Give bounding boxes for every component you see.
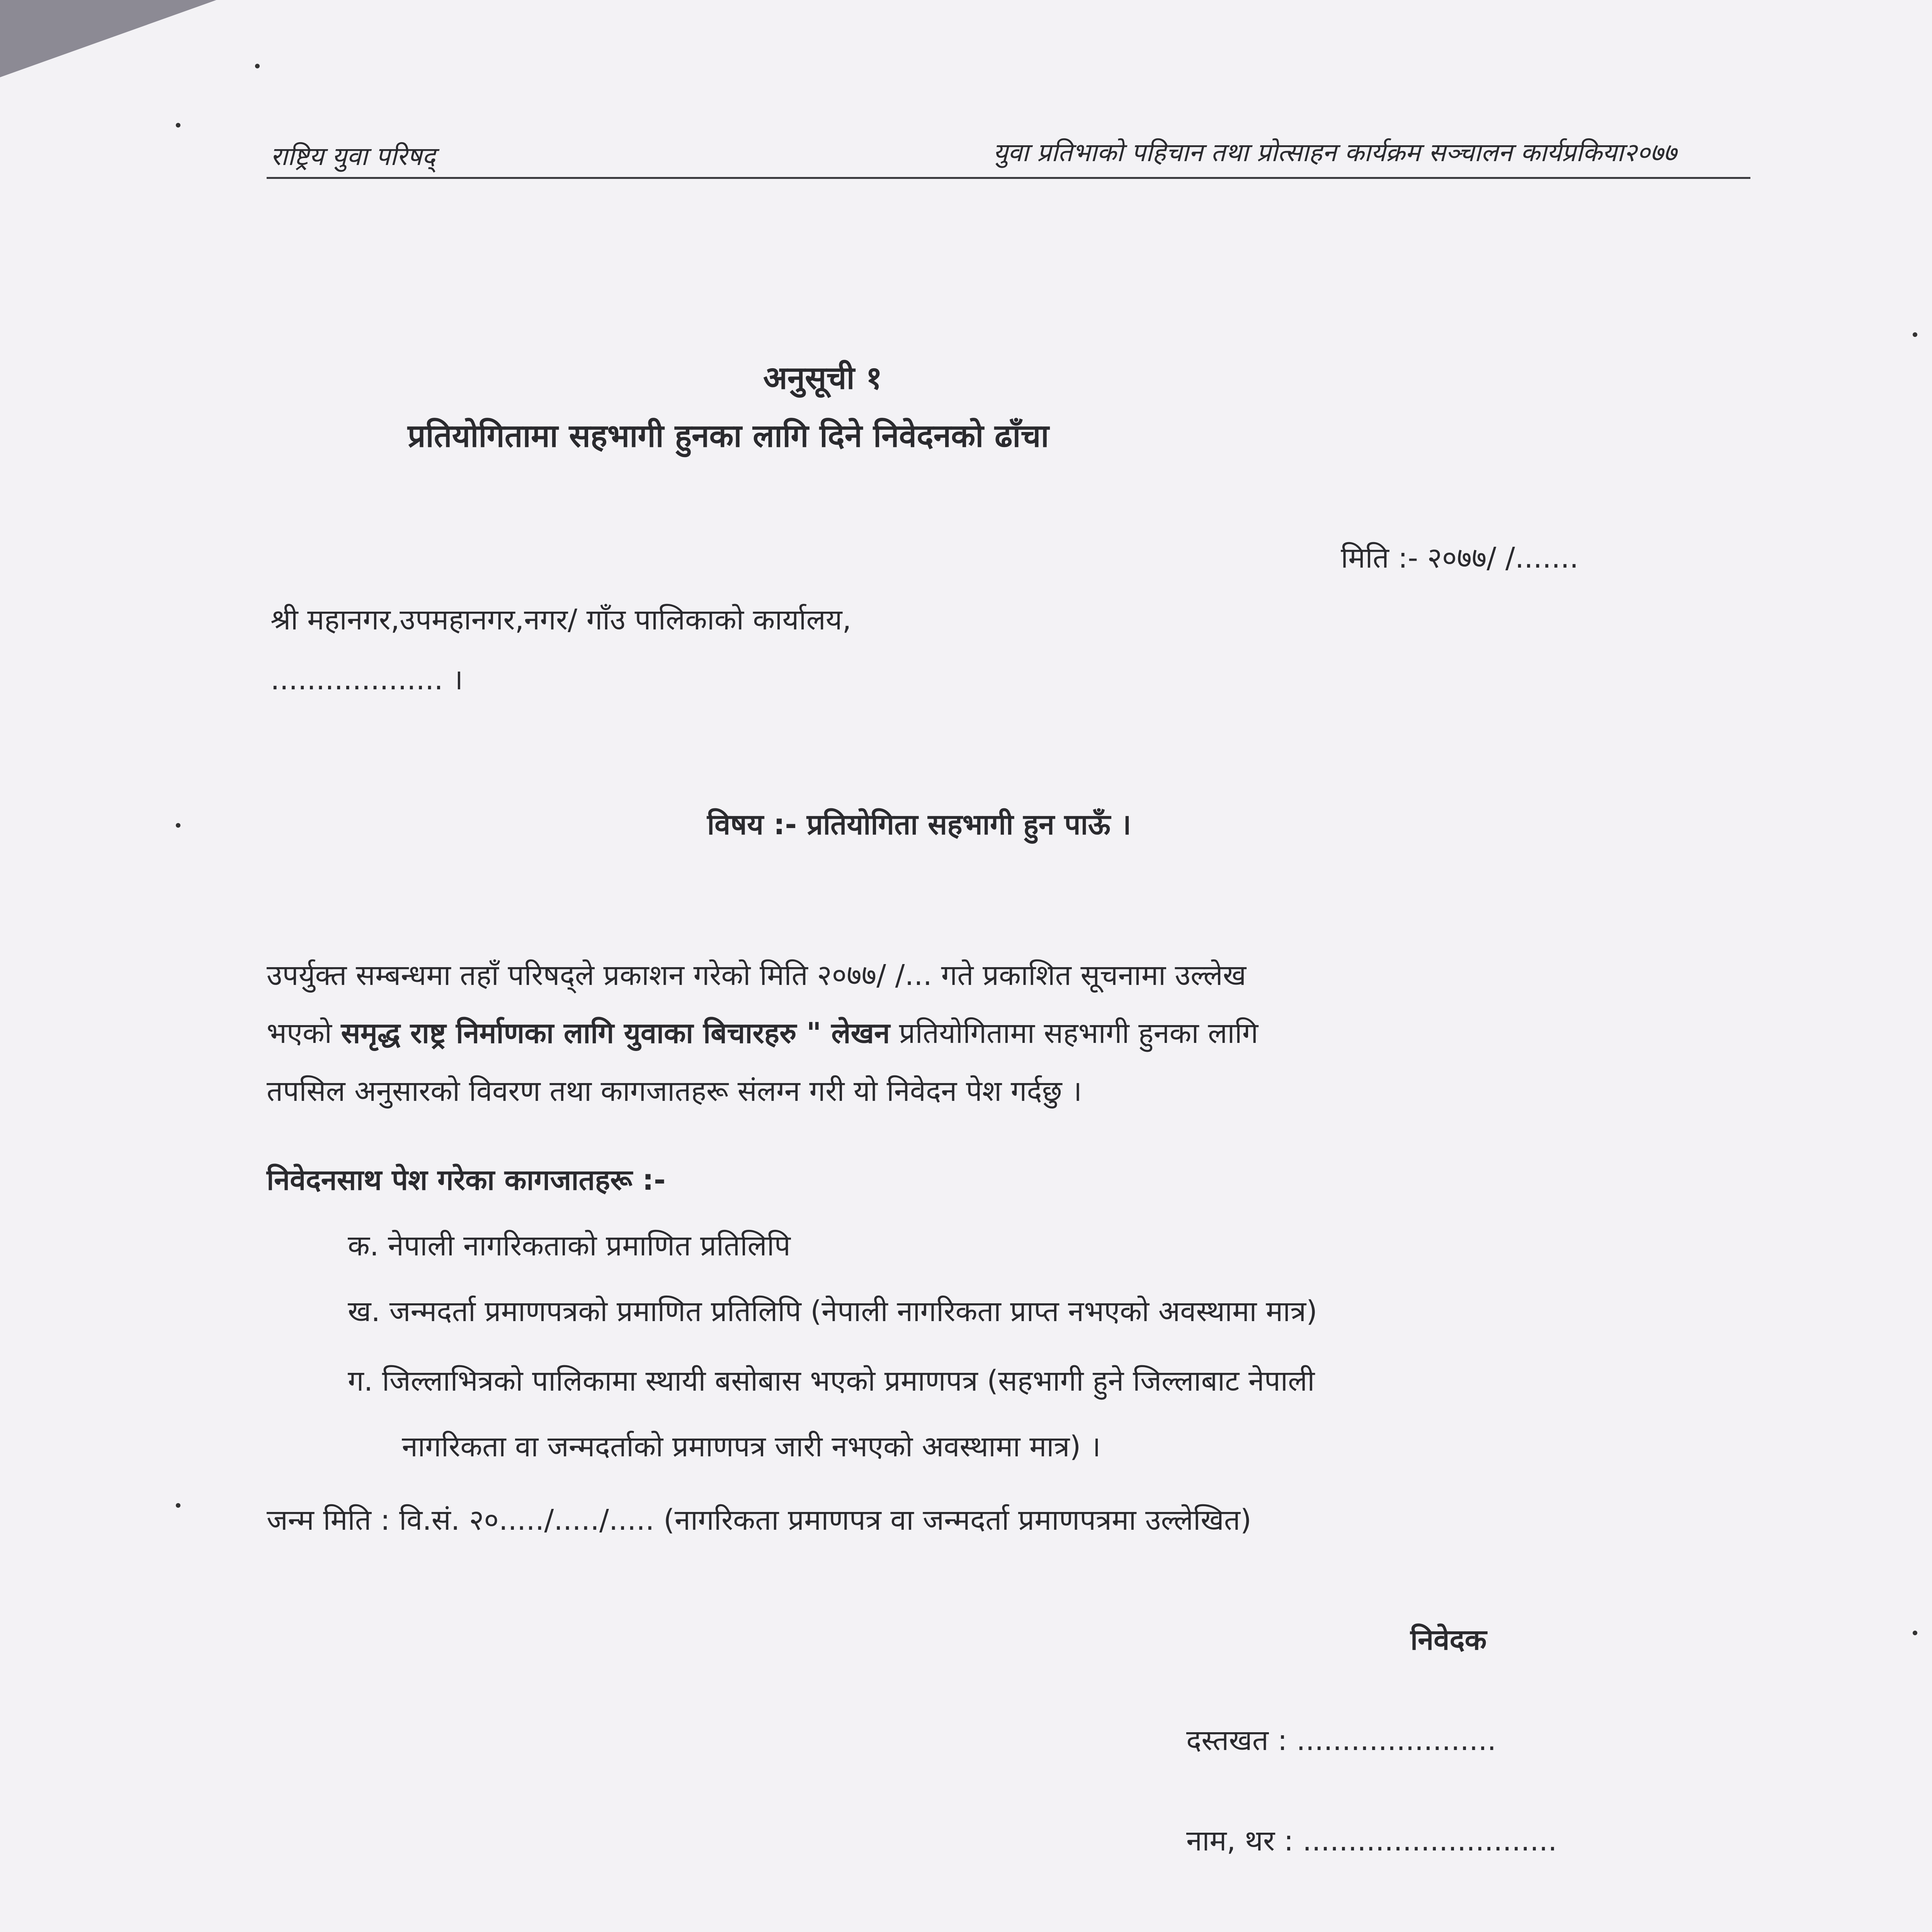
paragraph-text: प्रतियोगितामा सहभागी हुनका लागि — [899, 1017, 1259, 1050]
signature-line: दस्तखत : ...................... — [1186, 1724, 1497, 1757]
scan-speck — [255, 64, 260, 68]
document-item-continued: नागरिकता वा जन्मदर्ताको प्रमाणपत्र जारी नभएको अवस्थामा मात्र) । — [402, 1430, 1101, 1463]
date-line: मिति :- २०७७/ /....... — [1341, 541, 1579, 575]
header-left: राष्ट्रिय युवा परिषद् — [270, 141, 435, 171]
paragraph-line-2 — [267, 1016, 1258, 1051]
header-rule — [267, 177, 1750, 179]
paragraph-line-1: उपर्युक्त सम्बन्धमा तहाँ परिषद्ले प्रकाशन गरेको मिति २०७७/ /... गते प्रकाशित सूचनामा उल्लेख — [267, 959, 1247, 992]
scan-speck — [1913, 332, 1917, 337]
document-item: ग. जिल्लाभित्रको पालिकामा स्थायी बसोबास भएको प्रमाणपत्र (सहभागी हुने जिल्लाबाट नेपाली — [348, 1364, 1315, 1398]
essay-topic: समृद्ध राष्ट्र निर्माणका लागि युवाका बिचारहरु " लेखन — [341, 1017, 890, 1050]
scan-speck — [176, 1503, 180, 1508]
paragraph-line-3: तपसिल अनुसारको विवरण तथा कागजातहरू संलग्न गरी यो निवेदन पेश गर्दछु । — [267, 1075, 1082, 1108]
document-item: ख. जन्मदर्ता प्रमाणपत्रको प्रमाणित प्रतिलिपि (नेपाली नागरिकता प्राप्त नभएको अवस्थामा मात्र) — [348, 1295, 1318, 1328]
scan-speck — [176, 123, 180, 128]
header-right: युवा प्रतिभाको पहिचान तथा प्रोत्साहन कार्यक्रम सञ्चालन कार्यप्रकिया२०७७ — [993, 138, 1677, 167]
subject-line: विषय :- प्रतियोगिता सहभागी हुन पाऊँ । — [707, 808, 1131, 841]
dob-line: जन्म मिति : वि.सं. २०...../...../..... (नागरिकता प्रमाणपत्र वा जन्मदर्ता प्रमाणपत्रमा उल्लेखित) — [267, 1503, 1252, 1537]
recipient-line-2: ................... । — [270, 663, 463, 696]
documents-heading: निवेदनसाथ पेश गरेका कागजातहरू :- — [267, 1163, 666, 1197]
scan-speck — [176, 823, 180, 828]
form-title: प्रतियोगितामा सहभागी हुनका लागि दिने निवेदनको ढाँचा — [408, 418, 1049, 454]
name-line: नाम, थर : ............................ — [1186, 1824, 1557, 1857]
annex-title: अनुसूची १ — [763, 360, 883, 396]
paragraph-text: भएको — [267, 1017, 332, 1050]
document-item: क. नेपाली नागरिकताको प्रमाणित प्रतिलिपि — [348, 1229, 791, 1262]
scan-speck — [1913, 1631, 1917, 1635]
applicant-label: निवेदक — [1410, 1623, 1487, 1656]
recipient-line-1: श्री महानगर,उपमहानगर,नगर/ गाँउ पालिकाको कार्यालय, — [270, 603, 852, 636]
